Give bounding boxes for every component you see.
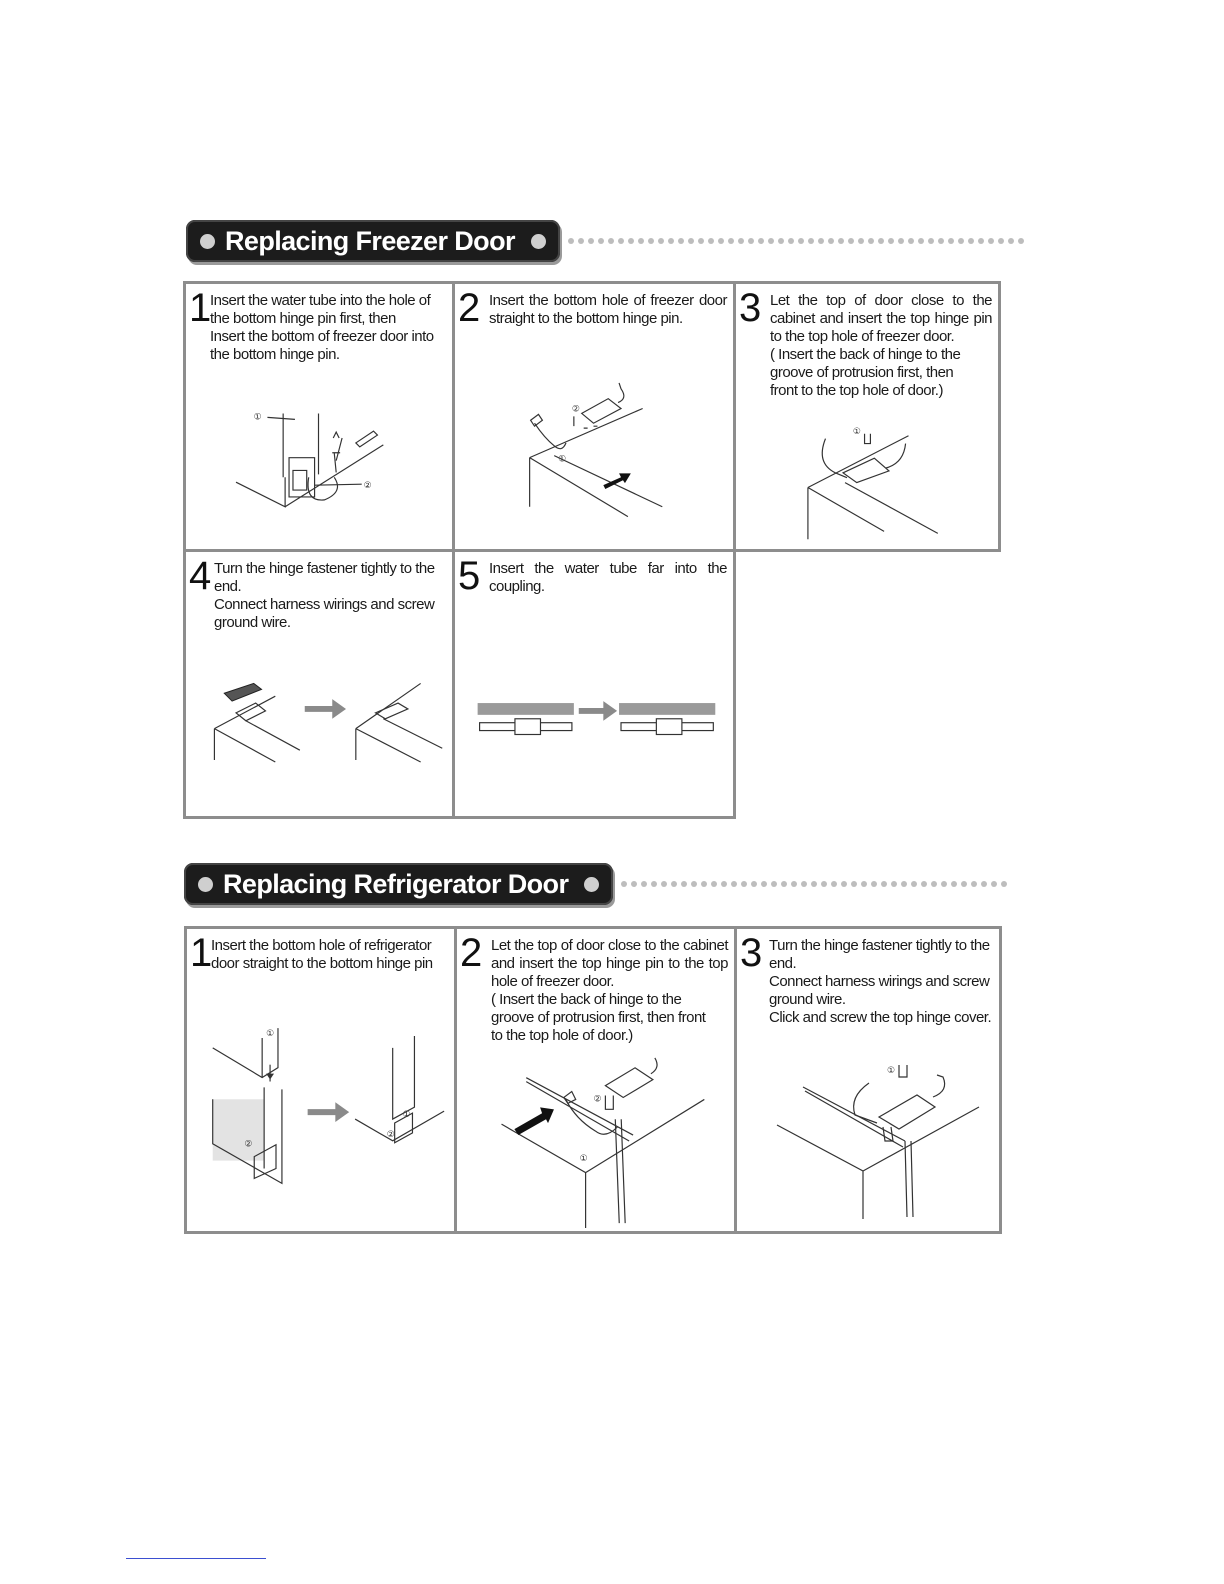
rule-dot (718, 238, 724, 244)
rule-dot (831, 881, 837, 887)
bullet-dot-icon (200, 234, 215, 249)
refrigerator-section-header (184, 863, 1007, 905)
freezer-step-1 (186, 284, 455, 552)
rule-dot (888, 238, 894, 244)
rule-dot (731, 881, 737, 887)
rule-dot (838, 238, 844, 244)
dotted-rule (621, 881, 1007, 887)
refrigerator-step-1 (187, 929, 457, 1231)
rule-dot (701, 881, 707, 887)
rule-dot (881, 881, 887, 887)
rule-dot (638, 238, 644, 244)
hinge-pin-illustration (455, 379, 733, 549)
freezer-section-header (186, 220, 1024, 262)
marker-two: ② (363, 480, 372, 491)
marker-one: ① (887, 1065, 896, 1075)
refrigerator-title-pill (184, 863, 613, 905)
rule-dot (911, 881, 917, 887)
step-number: 1 (189, 286, 212, 330)
step-number: 4 (189, 554, 212, 598)
refrigerator-door-placement-illustration (187, 1019, 454, 1231)
rule-dot (928, 238, 934, 244)
freezer-step-4 (186, 552, 455, 819)
rule-dot (768, 238, 774, 244)
rule-dot (931, 881, 937, 887)
rule-dot (948, 238, 954, 244)
rule-dot (791, 881, 797, 887)
rule-dot (688, 238, 694, 244)
rule-dot (938, 238, 944, 244)
step-number: 5 (458, 554, 481, 598)
rule-dot (811, 881, 817, 887)
rule-dot (978, 238, 984, 244)
bullet-dot-icon (198, 877, 213, 892)
rule-dot (631, 881, 637, 887)
rule-dot (721, 881, 727, 887)
rule-dot (951, 881, 957, 887)
marker-one: ① (266, 1028, 275, 1038)
step-number: 2 (458, 286, 481, 330)
rule-dot (741, 881, 747, 887)
rule-dot (1008, 238, 1014, 244)
rule-dot (871, 881, 877, 887)
rule-dot (588, 238, 594, 244)
rule-dot (691, 881, 697, 887)
freezer-step-2 (455, 284, 736, 552)
refrigerator-step-3 (737, 929, 999, 1231)
rule-dot (651, 881, 657, 887)
rule-dot (921, 881, 927, 887)
rule-dot (821, 881, 827, 887)
rule-dot (628, 238, 634, 244)
rule-dot (848, 238, 854, 244)
rule-dot (858, 238, 864, 244)
freezer-step-3 (736, 284, 1001, 552)
rule-dot (1001, 881, 1007, 887)
refrigerator-step-2 (457, 929, 737, 1231)
rule-dot (728, 238, 734, 244)
rule-dot (891, 881, 897, 887)
rule-dot (781, 881, 787, 887)
marker-two: ② (386, 1128, 395, 1139)
rule-dot (621, 881, 627, 887)
marker-one: ① (558, 453, 567, 464)
rule-dot (598, 238, 604, 244)
bullet-dot-icon (584, 877, 599, 892)
rule-dot (991, 881, 997, 887)
step-instruction: Insert the bottom hole of refrigerator door straight to the bottom hinge pin (211, 937, 433, 972)
hinge-fastener-illustration (186, 652, 452, 816)
rule-dot (878, 238, 884, 244)
step-instruction: Let the top of door close to the cabinet and insert the top hinge pin to the top hole of freezer door. ( Insert the back of hinge to the groove of protrusion first, then front to the top hole of door.) (491, 937, 728, 1044)
step-instruction: Insert the water tube into the hole of the bottom hinge pin first, then Insert the bottom of freezer door into the bottom hinge pin. (210, 292, 434, 363)
rule-dot (798, 238, 804, 244)
rule-dot (998, 238, 1004, 244)
marker-two: ② (571, 403, 580, 414)
marker-two: ② (593, 1093, 602, 1104)
freezer-steps-grid (183, 281, 1001, 819)
rule-dot (971, 881, 977, 887)
rule-dot (711, 881, 717, 887)
marker-two: ② (244, 1138, 253, 1149)
freezer-title-pill (186, 220, 560, 262)
rule-dot (698, 238, 704, 244)
marker-one: ① (852, 425, 861, 436)
rule-dot (568, 238, 574, 244)
bottom-hinge-illustration (186, 384, 452, 549)
rule-dot (668, 238, 674, 244)
marker-one: ① (402, 1109, 411, 1120)
marker-one: ① (253, 411, 262, 422)
rule-dot (658, 238, 664, 244)
rule-dot (981, 881, 987, 887)
footer-rule (126, 1558, 266, 1559)
hinge-cover-illustration (737, 1057, 999, 1231)
rule-dot (788, 238, 794, 244)
rule-dot (641, 881, 647, 887)
dotted-rule (568, 238, 1024, 244)
rule-dot (681, 881, 687, 887)
step-number: 3 (739, 286, 762, 330)
rule-dot (778, 238, 784, 244)
step-number: 2 (460, 931, 483, 975)
rule-dot (901, 881, 907, 887)
water-tube-coupling-illustration (455, 652, 733, 816)
step-instruction: Turn the hinge fastener tightly to the end. Connect harness wirings and screw ground wire. Click and screw the top hinge cover. (769, 937, 992, 1026)
rule-dot (818, 238, 824, 244)
step-number: 3 (740, 931, 763, 975)
marker-one: ① (579, 1152, 588, 1163)
step-instruction: Let the top of door close to the cabinet and insert the top hinge pin to the top hole of freezer door. ( Insert the back of hinge to the groove of protrusion first, then front to the top hole of door.) (770, 292, 992, 399)
rule-dot (738, 238, 744, 244)
bullet-dot-icon (531, 234, 546, 249)
rule-dot (648, 238, 654, 244)
rule-dot (988, 238, 994, 244)
step-instruction: Insert the water tube far into the coupling. (489, 560, 727, 595)
rule-dot (678, 238, 684, 244)
refrigerator-top-hinge-illustration (457, 1049, 734, 1231)
rule-dot (758, 238, 764, 244)
rule-dot (578, 238, 584, 244)
refrigerator-steps-grid (184, 926, 1002, 1234)
rule-dot (941, 881, 947, 887)
empty-grid-area (736, 552, 1004, 822)
freezer-step-5 (455, 552, 736, 819)
step-number: 1 (190, 931, 213, 975)
rule-dot (958, 238, 964, 244)
rule-dot (851, 881, 857, 887)
rule-dot (618, 238, 624, 244)
rule-dot (1018, 238, 1024, 244)
rule-dot (661, 881, 667, 887)
rule-dot (761, 881, 767, 887)
rule-dot (908, 238, 914, 244)
rule-dot (861, 881, 867, 887)
rule-dot (828, 238, 834, 244)
rule-dot (748, 238, 754, 244)
rule-dot (608, 238, 614, 244)
step-instruction: Insert the bottom hole of freezer door straight to the bottom hinge pin. (489, 292, 727, 327)
rule-dot (898, 238, 904, 244)
refrigerator-section-title: Replacing Refrigerator Door (223, 868, 569, 899)
rule-dot (808, 238, 814, 244)
rule-dot (771, 881, 777, 887)
rule-dot (841, 881, 847, 887)
rule-dot (801, 881, 807, 887)
rule-dot (671, 881, 677, 887)
step-instruction: Turn the hinge fastener tightly to the end. Connect harness wirings and screw ground wire. (214, 560, 435, 631)
rule-dot (968, 238, 974, 244)
rule-dot (751, 881, 757, 887)
top-hinge-illustration (736, 424, 998, 549)
rule-dot (961, 881, 967, 887)
rule-dot (868, 238, 874, 244)
freezer-section-title: Replacing Freezer Door (225, 225, 515, 256)
rule-dot (708, 238, 714, 244)
rule-dot (918, 238, 924, 244)
